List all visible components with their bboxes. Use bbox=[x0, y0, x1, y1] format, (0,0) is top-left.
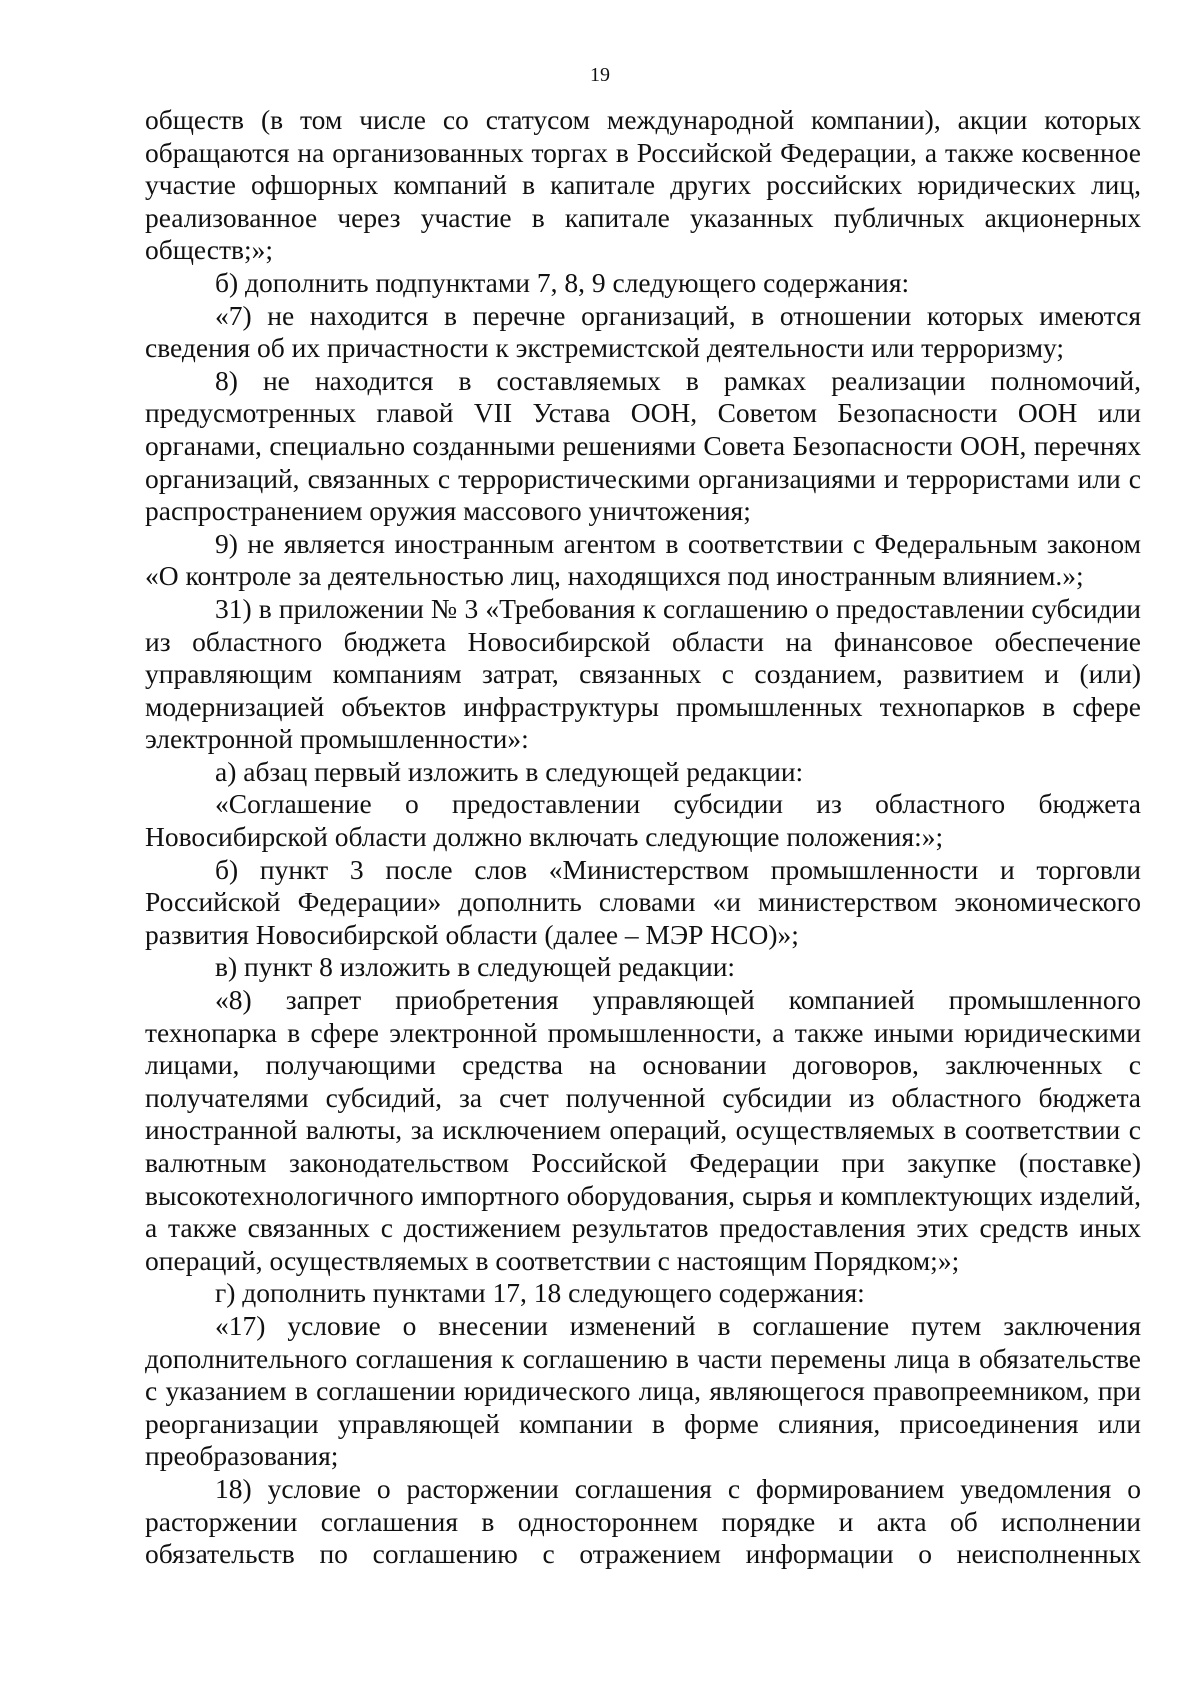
paragraph-subitem-g: г) дополнить пунктами 17, 18 следующего содержания: bbox=[215, 1277, 865, 1309]
paragraph-point-18: 18) условие о расторжении соглашения с формированием уведомления о расторжении соглашения в одностороннем порядке и акта об исполнении обязательств по соглашению с отражением информации о неисполненных bbox=[145, 1472, 1141, 1570]
paragraph-item-8: 8) не находится в составляемых в рамках реализации полномочий, предусмотренных главой VII Устава ООН, Советом Безопасности ООН или органами, специально созданными решениями Совета Безопасности ООН, перечнях организаций, связанных с террористическими организациями и террористами или с распространением оружия массового уничтожения; bbox=[145, 364, 1141, 527]
paragraph-point-8-text: «8) запрет приобретения управляющей компанией промышленного технопарка в сфере электронной промышленности, а также иными юридическими лицами, получающими средства на основании договоров, заключенных с получателями субсидий, за счет полученной субсидии из областного бюджета иностранной валюты, за исключением операций, осуществляемых в соответствии с валютным законодательством Российской Федерации при закупке (поставке) высокотехнологичного импортного оборудования, сырья и комплектующих изделий, а также связанных с достижением результатов предоставления этих средств иных операций, осуществляемых в соответствии с настоящим Порядком;»; bbox=[145, 984, 1141, 1276]
paragraph-subitem-a: а) абзац первый изложить в следующей редакции: bbox=[215, 755, 804, 787]
paragraph-subitem-v: в) пункт 8 изложить в следующей редакции: bbox=[215, 951, 736, 983]
paragraph-item-31: 31) в приложении № 3 «Требования к соглашению о предоставлении субсидии из областного бюджета Новосибирской области на финансовое обеспечение управляющим компаниям затрат, связанных с созданием, развитием и (или) модернизацией объектов инфраструктуры промышленных технопарков в сфере электронной промышленности»: bbox=[145, 592, 1141, 755]
paragraph-point-17: «17) условие о внесении изменений в соглашение путем заключения дополнительного соглашения к соглашению в части перемены лица в обязательстве с указанием в соглашении юридического лица, являющегося правопреемником, при реорганизации управляющей компании в форме слияния, присоединения или преобразования; bbox=[145, 1309, 1141, 1472]
page-number: 19 bbox=[590, 64, 610, 86]
paragraph-agreement-quote: «Соглашение о предоставлении субсидии из областного бюджета Новосибирской области должно включать следующие положения:»; bbox=[145, 788, 1141, 853]
paragraph-subitem-b: б) дополнить подпунктами 7, 8, 9 следующего содержания: bbox=[215, 266, 910, 298]
document-body bbox=[145, 104, 1141, 1571]
paragraph-item-7: «7) не находится в перечне организаций, в отношении которых имеются сведения об их причастности к экстремистской деятельности или терроризму; bbox=[145, 299, 1141, 364]
paragraph-continuation: обществ (в том числе со статусом международной компании), акции которых обращаются на организованных торгах в Российской Федерации, а также косвенное участие офшорных компаний в капитале других российских юридических лиц, реализованное через участие в капитале указанных публичных акционерных обществ;»; bbox=[145, 104, 1141, 266]
paragraph-item-9: 9) не является иностранным агентом в соответствии с Федеральным законом «О контроле за деятельностью лиц, находящихся под иностранным влиянием.»; bbox=[145, 527, 1141, 592]
paragraph-subitem-b-point-3: б) пункт 3 после слов «Министерством промышленности и торговли Российской Федерации» дополнить словами «и министерством экономического развития Новосибирской области (далее – МЭР НСО)»; bbox=[145, 853, 1141, 950]
